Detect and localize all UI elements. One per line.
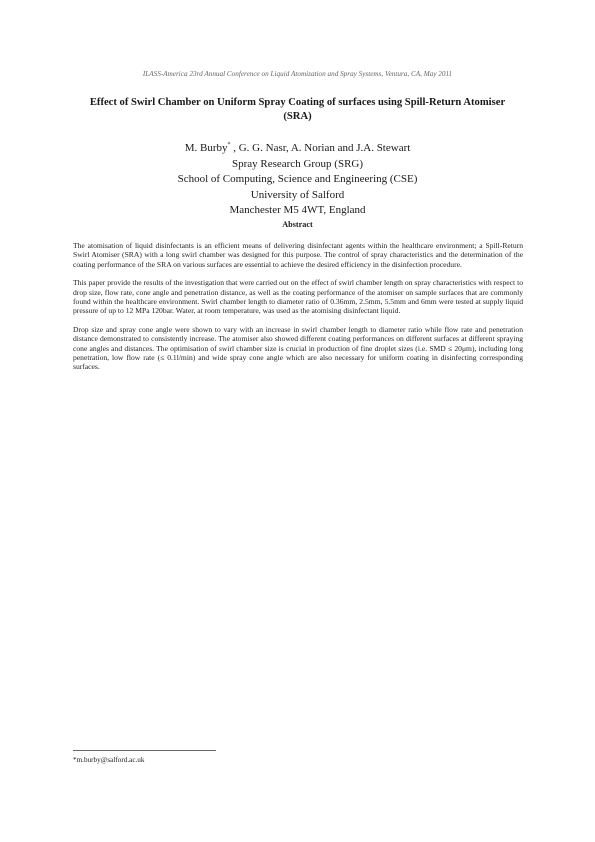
abstract-paragraph: Drop size and spray cone angle were shown to vary with an increase in swirl chamber length to diameter ratio while flow rate and penetration distance demonstrated to consistently increase. The atomiser also showed different coating performances on different surfaces at different spraying cone angles and distances. The optimisation of swirl chamber size is crucial in production of fine droplet sizes (i.e. SMD ≤ 20μm), including long penetration, low flow rate (≤ 0.1l/min) and wide spray cone angle which are also necessary for uniform coating in disinfecting corresponding surfaces.	[73, 324, 523, 372]
footnote-email: *m.burby@salford.ac.uk	[73, 756, 145, 764]
affiliation-school: School of Computing, Science and Engineering (CSE)	[177, 173, 418, 185]
author-block	[0, 138, 595, 219]
paper-title: Effect of Swirl Chamber on Uniform Spray Coating of surfaces using Spill-Return Atomiser (SRA)	[89, 97, 506, 122]
abstract-body	[73, 241, 523, 381]
affiliation-group: Spray Research Group (SRG)	[231, 157, 364, 170]
author-list	[0, 138, 595, 157]
affiliation-university: University of Salford	[250, 188, 345, 201]
footnote-divider	[73, 750, 216, 751]
affiliation-city: Manchester M5 4WT, England	[229, 204, 366, 216]
abstract-heading: Abstract	[282, 220, 313, 229]
first-author: M. Burby	[184, 142, 228, 154]
abstract-paragraph: This paper provide the results of the investigation that were carried out on the effect of swirl chamber length on spray characteristics with respect to drop size, flow rate, cone angle and penetration distance, as well as the coating performance of the atomiser on sample surfaces that are commonly found within the healthcare environment. Swirl chamber length to diameter ratio of 0.36mm, 2.5mm, 5.5mm and 6mm were tested at supply liquid pressure of up to 12 MPa 120bar. Water, at room temperature, was used as the atomising disinfectant liquid.	[73, 278, 523, 316]
corresponding-author-marker: *	[227, 142, 231, 148]
running-header: ILASS-America 23rd Annual Conference on Liquid Atomization and Spray Systems, Ventura, CA, May 2011	[142, 70, 453, 78]
co-authors: , G. G. Nasr, A. Norian and J.A. Stewart	[230, 142, 411, 154]
abstract-paragraph: The atomisation of liquid disinfectants is an efficient means of delivering disinfectant agents within the healthcare environment; a Spill-Return Swirl Atomiser (SRA) with a long swirl chamber was designed for this purpose. The control of spray characteristics and the determination of the coating performance of the SRA on various surfaces are essential to achieve the desired efficiency in the disinfection procedure.	[73, 241, 523, 269]
